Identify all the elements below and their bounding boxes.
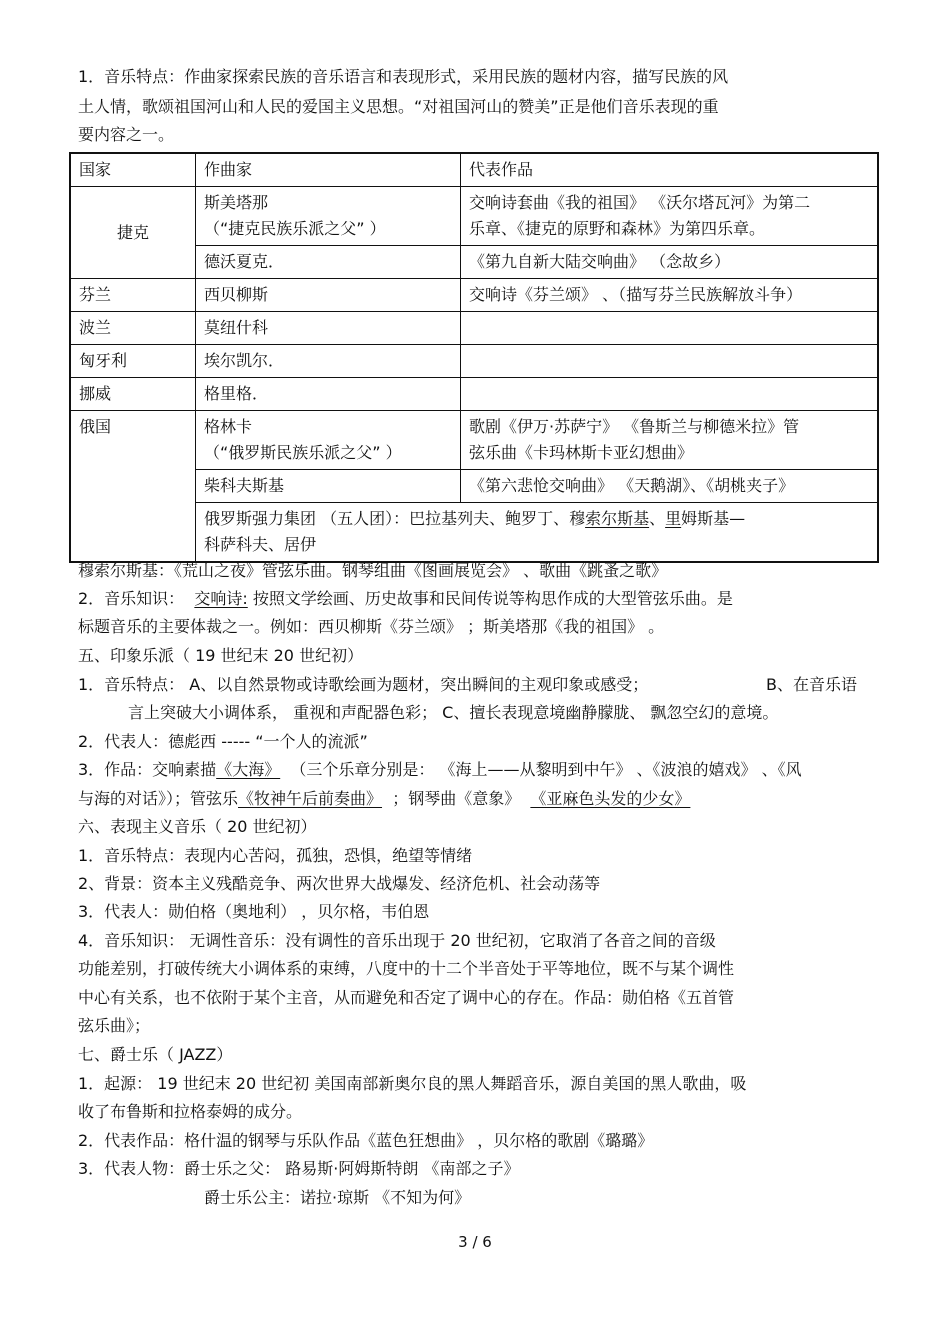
country-russia: 俄国: [70, 411, 196, 563]
composer-sibelius: 西贝柳斯: [196, 279, 461, 312]
table-row: [70, 187, 878, 246]
sec6-line-1: 1．音乐特点：表现内心苦闷，孤独，恐惧，绝望等情绪: [78, 846, 473, 865]
sec5-line-2: 言上突破大小调体系， 重视和声配器色彩； C、擅长表现意境幽静朦胧、 飘忽空幻的意境。: [128, 703, 779, 722]
sec7-line-1: 1．起源： 19 世纪末 20 世纪初 美国南部新奥尔良的黑人舞蹈音乐，源自美国的黑人歌曲，吸: [78, 1074, 747, 1093]
works-smetana: [461, 187, 879, 246]
works-erkel: [461, 345, 879, 378]
works-grieg: [461, 378, 879, 411]
sec7-line-3: 2．代表作品：格什温的钢琴与乐队作品《蓝色狂想曲》 ，贝尔格的歌剧《璐璐》: [78, 1131, 654, 1150]
sec6-line-6: 中心有关系，也不依附于某个主音，从而避免和否定了调中心的存在。作品：勋伯格《五首管: [78, 988, 735, 1007]
works-moniuszko: [461, 312, 879, 345]
section-5-heading: 五、印象乐派（ 19 世纪末 20 世纪初）: [78, 646, 364, 665]
works-line: 歌剧《伊万·苏萨宁》 《鲁斯兰与柳德米拉》管: [469, 417, 800, 436]
works-line: 弦乐曲《卡玛林斯卡亚幻想曲》: [469, 443, 694, 462]
sec6-line-3: 3．代表人：勋伯格（奥地利） ，贝尔格，韦伯恩: [78, 902, 430, 921]
knowledge-line-2: 标题音乐的主要体裁之一。例如：西贝柳斯《芬兰颂》 ；斯美塔那《我的祖国》 。: [78, 617, 665, 636]
sec6-line-7: 弦乐曲》；: [78, 1016, 151, 1035]
composer-grieg: 格里格．: [196, 378, 461, 411]
header-works: 代表作品: [461, 153, 879, 187]
composer-erkel: 埃尔凯尔．: [196, 345, 461, 378]
sec5-line-3: 2．代表人：德彪西 ----- “一个人的流派”: [78, 732, 368, 751]
composer-moniuszko: 莫纽什科: [196, 312, 461, 345]
works-line: 交响诗套曲《我的祖国》 《沃尔塔瓦河》为第二: [469, 193, 811, 212]
works-dvorak: 《第九自新大陆交响曲》 （念故乡）: [461, 246, 879, 279]
section-6-heading: 六、表现主义音乐（ 20 世纪初）: [78, 817, 317, 836]
composer-name: 斯美塔那: [204, 193, 269, 212]
composer-tchaikovsky: 柴科夫斯基: [196, 470, 461, 503]
page-number: 3 / 6: [458, 1233, 492, 1251]
header-country: 国家: [70, 153, 196, 187]
works-tchaikovsky: 《第六悲怆交响曲》 《天鹅湖》、《胡桃夹子》: [461, 470, 879, 503]
sec7-line-4: 3．代表人物：爵士乐之父： 路易斯·阿姆斯特朗 《南部之子》: [78, 1159, 520, 1178]
header-composer: 作曲家: [196, 153, 461, 187]
sec7-line-5: 爵士乐公主：诺拉·琼斯 《不知为何》: [204, 1188, 471, 1207]
sec6-line-2: 2、背景：资本主义残酷竞争、两次世界大战爆发、经济危机、社会动荡等: [78, 874, 601, 893]
composer-name: 格林卡: [204, 417, 253, 436]
mighty-five-line-1: 俄罗斯强力集团 （五人团）：巴拉基列夫、鲍罗丁、穆索尔斯基、里姆斯基—: [204, 509, 746, 528]
composer-glinka: [196, 411, 461, 470]
table-row: [70, 411, 878, 470]
country-finland: 芬兰: [70, 279, 196, 312]
composer-title: （“俄罗斯民族乐派之父” ）: [204, 443, 402, 462]
sec5-line-5: 与海的对话》）；管弦乐《牧神午后前奏曲》 ；钢琴曲《意象》 《亚麻色头发的少女》: [78, 789, 691, 808]
table-row: [70, 378, 878, 411]
sec7-line-2: 收了布鲁斯和拉格泰姆的成分。: [78, 1102, 303, 1121]
works-glinka: [461, 411, 879, 470]
section-7-heading: 七、爵士乐（ JAZZ）: [78, 1045, 233, 1064]
table-header-row: [70, 153, 878, 187]
mighty-five-line-2: 科萨科夫、居伊: [204, 535, 317, 554]
sec5-line-1: 1．音乐特点： A、以自然景物或诗歌绘画为题材，突出瞬间的主观印象或感受； B、在音乐语: [78, 675, 857, 694]
composer-dvorak: 德沃夏克．: [196, 246, 461, 279]
country-poland: 波兰: [70, 312, 196, 345]
composers-table: [69, 152, 879, 563]
table-row: [70, 312, 878, 345]
mussorgsky-line: 穆索尔斯基：《荒山之夜》管弦乐曲。钢琴组曲《图画展览会》 、歌曲《跳蚤之歌》: [78, 561, 668, 580]
country-hungary: 匈牙利: [70, 345, 196, 378]
country-norway: 挪威: [70, 378, 196, 411]
works-line: 乐章、《捷克的原野和森林》为第四乐章。: [469, 219, 766, 238]
intro-line-2: 土人情，歌颂祖国河山和人民的爱国主义思想。“对祖国河山的赞美”正是他们音乐表现的重: [78, 97, 719, 116]
composer-title: （“捷克民族乐派之父” ）: [204, 219, 386, 238]
sec6-line-4: 4．音乐知识： 无调性音乐：没有调性的音乐出现于 20 世纪初，它取消了各音之间的音级: [78, 931, 716, 950]
intro-line-1: 1．音乐特点：作曲家探索民族的音乐语言和表现形式，采用民族的题材内容，描写民族的风: [78, 67, 729, 86]
works-sibelius: 交响诗《芬兰颂》 、（描写芬兰民族解放斗争）: [461, 279, 879, 312]
table-row: [70, 279, 878, 312]
country-czech: 捷克: [70, 187, 196, 279]
composer-smetana: [196, 187, 461, 246]
knowledge-line-1: 2．音乐知识： 交响诗: 按照文学绘画、历史故事和民间传说等构思作成的大型管弦乐曲。是: [78, 589, 733, 608]
mighty-five: [196, 503, 879, 563]
sec5-line-4: 3．作品：交响素描《大海》 （三个乐章分别是： 《海上——从黎明到中午》 、《波浪的嬉戏》 、《风: [78, 760, 802, 779]
table-row: [70, 345, 878, 378]
sec6-line-5: 功能差别，打破传统大小调体系的束缚，八度中的十二个半音处于平等地位，既不与某个调性: [78, 959, 735, 978]
intro-line-3: 要内容之一。: [78, 125, 175, 144]
